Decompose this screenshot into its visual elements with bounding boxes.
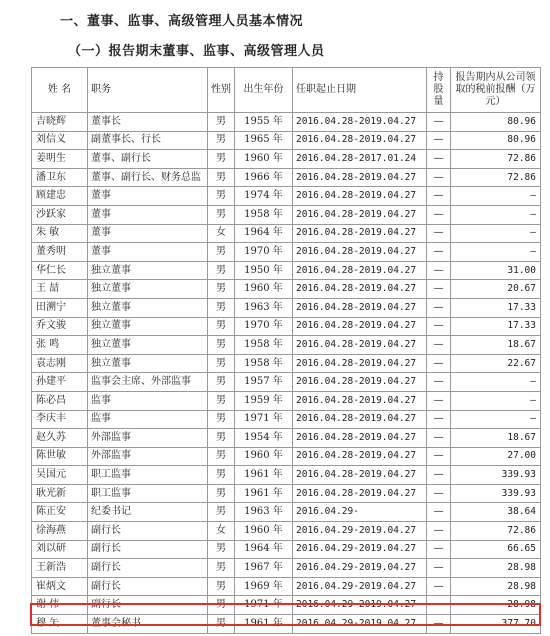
table-row	[32, 280, 541, 299]
cell-shares: —	[427, 336, 451, 355]
header-compensation: 报告期内从公司领取的税前报酬（万元）	[451, 68, 541, 113]
cell-birth-year: 1961 年	[235, 466, 293, 485]
cell-gender: 男	[208, 410, 235, 429]
cell-term: 2016.04.28-2019.04.27	[293, 447, 427, 466]
header-position: 职务	[88, 68, 208, 113]
cell-birth-year: 1963 年	[235, 503, 293, 522]
cell-name: 王 喆	[32, 280, 88, 299]
cell-birth-year: 1967 年	[235, 559, 293, 578]
cell-position: 董事长	[88, 113, 208, 132]
cell-gender: 男	[208, 596, 235, 615]
table-row	[32, 522, 541, 541]
cell-position: 董事、副行长、财务总监	[88, 168, 208, 187]
cell-shares: —	[427, 522, 451, 541]
cell-compensation: 377.70	[451, 615, 541, 634]
cell-term: 2016.04.28-2019.04.27	[293, 113, 427, 132]
cell-shares: —	[427, 577, 451, 596]
cell-name: 刘以研	[32, 540, 88, 559]
cell-name: 李庆丰	[32, 410, 88, 429]
cell-term: 2016.04.28-2019.04.27	[293, 168, 427, 187]
cell-compensation: —	[451, 224, 541, 243]
cell-shares: —	[427, 113, 451, 132]
cell-birth-year: 1957 年	[235, 373, 293, 392]
cell-birth-year: 1971 年	[235, 596, 293, 615]
table-row	[32, 447, 541, 466]
cell-shares: —	[427, 391, 451, 410]
cell-compensation: 22.67	[451, 354, 541, 373]
cell-name: 顾建忠	[32, 187, 88, 206]
cell-position: 副行长	[88, 540, 208, 559]
table-row	[32, 113, 541, 132]
cell-name: 吴国元	[32, 466, 88, 485]
cell-position: 监事	[88, 391, 208, 410]
cell-gender: 男	[208, 187, 235, 206]
table-row	[32, 429, 541, 448]
table-row	[32, 596, 541, 615]
cell-position: 董事	[88, 205, 208, 224]
cell-shares: —	[427, 187, 451, 206]
cell-term: 2016.04.28-2019.04.27	[293, 317, 427, 336]
cell-gender: 男	[208, 540, 235, 559]
cell-shares: —	[427, 429, 451, 448]
cell-compensation: 17.33	[451, 298, 541, 317]
table-row	[32, 615, 541, 634]
cell-name: 王新浩	[32, 559, 88, 578]
cell-term: 2016.04.28-2019.04.27	[293, 373, 427, 392]
cell-compensation: 17.33	[451, 317, 541, 336]
table-row	[32, 317, 541, 336]
cell-name: 田溯宁	[32, 298, 88, 317]
cell-compensation: 80.96	[451, 113, 541, 132]
cell-position: 监事	[88, 410, 208, 429]
cell-name: 乔文骏	[32, 317, 88, 336]
cell-birth-year: 1958 年	[235, 354, 293, 373]
cell-position: 副行长	[88, 577, 208, 596]
cell-compensation: 339.93	[451, 466, 541, 485]
cell-gender: 男	[208, 243, 235, 262]
cell-term: 2016.04.28-2019.04.27	[293, 131, 427, 150]
cell-compensation: 72.86	[451, 150, 541, 169]
cell-compensation: 20.67	[451, 280, 541, 299]
cell-birth-year: 1963 年	[235, 298, 293, 317]
table-row	[32, 187, 541, 206]
cell-position: 监事会主席、外部监事	[88, 373, 208, 392]
cell-gender: 男	[208, 373, 235, 392]
cell-gender: 男	[208, 354, 235, 373]
cell-name: 穆 矢	[32, 615, 88, 634]
cell-shares: —	[427, 224, 451, 243]
cell-term: 2016.04.28-2019.04.27	[293, 354, 427, 373]
cell-shares: —	[427, 466, 451, 485]
cell-shares: —	[427, 205, 451, 224]
table-row	[32, 205, 541, 224]
cell-position: 独立董事	[88, 354, 208, 373]
cell-compensation: 28.98	[451, 577, 541, 596]
cell-gender: 男	[208, 113, 235, 132]
cell-gender: 男	[208, 336, 235, 355]
cell-birth-year: 1961 年	[235, 484, 293, 503]
cell-position: 副董事长、行长	[88, 131, 208, 150]
cell-position: 外部监事	[88, 429, 208, 448]
cell-gender: 男	[208, 391, 235, 410]
cell-term: 2016.04.28-2019.04.27	[293, 410, 427, 429]
cell-position: 独立董事	[88, 317, 208, 336]
cell-name: 陈必昌	[32, 391, 88, 410]
cell-compensation: 18.67	[451, 336, 541, 355]
table-row	[32, 150, 541, 169]
cell-name: 刘信义	[32, 131, 88, 150]
cell-birth-year: 1970 年	[235, 317, 293, 336]
cell-name: 陈世敏	[32, 447, 88, 466]
cell-birth-year: 1955 年	[235, 113, 293, 132]
cell-gender: 女	[208, 522, 235, 541]
table-row	[32, 168, 541, 187]
cell-name: 徐海燕	[32, 522, 88, 541]
cell-name: 谢 伟	[32, 596, 88, 615]
cell-term: 2016.04.28-2019.04.27	[293, 224, 427, 243]
table-header-row	[32, 68, 541, 113]
cell-compensation: 28.98	[451, 596, 541, 615]
cell-compensation: 66.65	[451, 540, 541, 559]
cell-shares: —	[427, 447, 451, 466]
cell-birth-year: 1974 年	[235, 187, 293, 206]
cell-position: 纪委书记	[88, 503, 208, 522]
table-row	[32, 577, 541, 596]
cell-position: 独立董事	[88, 298, 208, 317]
cell-term: 2016.04.28-2019.04.27	[293, 187, 427, 206]
table-row	[32, 224, 541, 243]
cell-position: 董事	[88, 224, 208, 243]
cell-birth-year: 1964 年	[235, 224, 293, 243]
cell-shares: —	[427, 410, 451, 429]
cell-gender: 男	[208, 577, 235, 596]
header-shares: 持股量	[427, 68, 451, 113]
cell-birth-year: 1965 年	[235, 131, 293, 150]
cell-shares: —	[427, 298, 451, 317]
header-birth-year: 出生年份	[235, 68, 293, 113]
cell-compensation: 339.93	[451, 484, 541, 503]
cell-compensation: —	[451, 391, 541, 410]
table-row	[32, 540, 541, 559]
header-term: 任职起止日期	[293, 68, 427, 113]
cell-position: 独立董事	[88, 280, 208, 299]
cell-gender: 男	[208, 131, 235, 150]
cell-birth-year: 1960 年	[235, 522, 293, 541]
cell-name: 耿光新	[32, 484, 88, 503]
cell-shares: —	[427, 615, 451, 634]
cell-term: 2016.04.29-2019.04.27	[293, 615, 427, 634]
table-row	[32, 336, 541, 355]
cell-shares: —	[427, 559, 451, 578]
cell-shares: —	[427, 503, 451, 522]
cell-name: 华仁长	[32, 261, 88, 280]
table-row	[32, 261, 541, 280]
table-row	[32, 373, 541, 392]
cell-position: 独立董事	[88, 336, 208, 355]
cell-shares: —	[427, 261, 451, 280]
cell-gender: 男	[208, 615, 235, 634]
cell-term: 2016.04.28-2019.04.27	[293, 466, 427, 485]
cell-position: 职工监事	[88, 484, 208, 503]
cell-birth-year: 1958 年	[235, 205, 293, 224]
cell-shares: —	[427, 373, 451, 392]
cell-compensation: 28.98	[451, 559, 541, 578]
cell-shares: —	[427, 243, 451, 262]
header-name: 姓 名	[32, 68, 88, 113]
table-row	[32, 131, 541, 150]
table-row	[32, 391, 541, 410]
cell-term: 2016.04.29-2019.04.27	[293, 596, 427, 615]
cell-gender: 男	[208, 298, 235, 317]
cell-term: 2016.04.28-2019.04.27	[293, 205, 427, 224]
cell-gender: 男	[208, 466, 235, 485]
cell-compensation: —	[451, 410, 541, 429]
cell-term: 2016.04.29-2019.04.27	[293, 522, 427, 541]
cell-position: 外部监事	[88, 447, 208, 466]
cell-gender: 男	[208, 447, 235, 466]
cell-birth-year: 1969 年	[235, 577, 293, 596]
table-row	[32, 243, 541, 262]
cell-compensation: —	[451, 187, 541, 206]
cell-birth-year: 1971 年	[235, 410, 293, 429]
cell-term: 2016.04.28-2019.04.27	[293, 429, 427, 448]
cell-birth-year: 1961 年	[235, 615, 293, 634]
cell-shares: —	[427, 280, 451, 299]
cell-term: 2016.04.28-2019.04.27	[293, 391, 427, 410]
cell-name: 赵久苏	[32, 429, 88, 448]
cell-compensation: —	[451, 243, 541, 262]
cell-gender: 男	[208, 503, 235, 522]
cell-shares: —	[427, 317, 451, 336]
cell-birth-year: 1966 年	[235, 168, 293, 187]
section-title: 一、董事、监事、高级管理人员基本情况	[60, 14, 304, 29]
cell-birth-year: 1954 年	[235, 429, 293, 448]
cell-gender: 男	[208, 168, 235, 187]
cell-position: 独立董事	[88, 261, 208, 280]
cell-shares: —	[427, 540, 451, 559]
cell-term: 2016.04.29-2019.04.27	[293, 540, 427, 559]
cell-position: 董事	[88, 187, 208, 206]
cell-birth-year: 1970 年	[235, 243, 293, 262]
cell-name: 张 鸣	[32, 336, 88, 355]
cell-gender: 男	[208, 429, 235, 448]
cell-position: 董事、副行长	[88, 150, 208, 169]
cell-term: 2016.04.28-2017.01.24	[293, 150, 427, 169]
cell-term: 2016.04.28-2019.04.27	[293, 336, 427, 355]
cell-compensation: 72.86	[451, 522, 541, 541]
cell-gender: 男	[208, 261, 235, 280]
table-row	[32, 466, 541, 485]
header-gender: 性别	[208, 68, 235, 113]
table-row	[32, 503, 541, 522]
cell-compensation: —	[451, 205, 541, 224]
cell-shares: —	[427, 150, 451, 169]
cell-shares: —	[427, 354, 451, 373]
cell-term: 2016.04.29-2019.04.27	[293, 577, 427, 596]
cell-birth-year: 1958 年	[235, 336, 293, 355]
cell-compensation: 38.64	[451, 503, 541, 522]
cell-compensation: —	[451, 373, 541, 392]
cell-position: 职工监事	[88, 466, 208, 485]
cell-term: 2016.04.28-2019.04.27	[293, 484, 427, 503]
cell-gender: 男	[208, 150, 235, 169]
cell-gender: 男	[208, 205, 235, 224]
cell-gender: 男	[208, 280, 235, 299]
cell-name: 潘卫东	[32, 168, 88, 187]
cell-term: 2016.04.28-2019.04.27	[293, 280, 427, 299]
cell-birth-year: 1964 年	[235, 540, 293, 559]
subsection-title: （一）报告期末董事、监事、高级管理人员	[68, 44, 325, 59]
cell-shares: —	[427, 596, 451, 615]
table-row	[32, 484, 541, 503]
table-row	[32, 354, 541, 373]
cell-shares: —	[427, 484, 451, 503]
cell-birth-year: 1960 年	[235, 150, 293, 169]
cell-birth-year: 1960 年	[235, 280, 293, 299]
cell-gender: 男	[208, 317, 235, 336]
cell-compensation: 72.86	[451, 168, 541, 187]
cell-position: 副行长	[88, 596, 208, 615]
cell-birth-year: 1950 年	[235, 261, 293, 280]
cell-term: 2016.04.29-	[293, 503, 427, 522]
cell-compensation: 31.00	[451, 261, 541, 280]
cell-compensation: 18.67	[451, 429, 541, 448]
table-row	[32, 559, 541, 578]
table-row	[32, 410, 541, 429]
cell-term: 2016.04.29-2019.04.27	[293, 559, 427, 578]
cell-name: 姜明生	[32, 150, 88, 169]
cell-position: 董事会秘书	[88, 615, 208, 634]
cell-name: 崔炳文	[32, 577, 88, 596]
cell-term: 2016.04.28-2019.04.27	[293, 243, 427, 262]
cell-position: 副行长	[88, 522, 208, 541]
cell-position: 副行长	[88, 559, 208, 578]
cell-name: 沙跃家	[32, 205, 88, 224]
cell-shares: —	[427, 168, 451, 187]
cell-name: 陈正安	[32, 503, 88, 522]
executives-table	[31, 67, 541, 634]
cell-compensation: 80.96	[451, 131, 541, 150]
table-row	[32, 298, 541, 317]
cell-name: 朱 敏	[32, 224, 88, 243]
cell-birth-year: 1959 年	[235, 391, 293, 410]
cell-birth-year: 1960 年	[235, 447, 293, 466]
cell-position: 董事	[88, 243, 208, 262]
cell-term: 2016.04.28-2019.04.27	[293, 298, 427, 317]
cell-term: 2016.04.28-2019.04.27	[293, 261, 427, 280]
cell-name: 吉晓辉	[32, 113, 88, 132]
cell-name: 董秀明	[32, 243, 88, 262]
cell-gender: 男	[208, 559, 235, 578]
cell-gender: 女	[208, 224, 235, 243]
cell-gender: 男	[208, 484, 235, 503]
cell-shares: —	[427, 131, 451, 150]
cell-compensation: 27.00	[451, 447, 541, 466]
cell-name: 袁志刚	[32, 354, 88, 373]
cell-name: 孙建平	[32, 373, 88, 392]
